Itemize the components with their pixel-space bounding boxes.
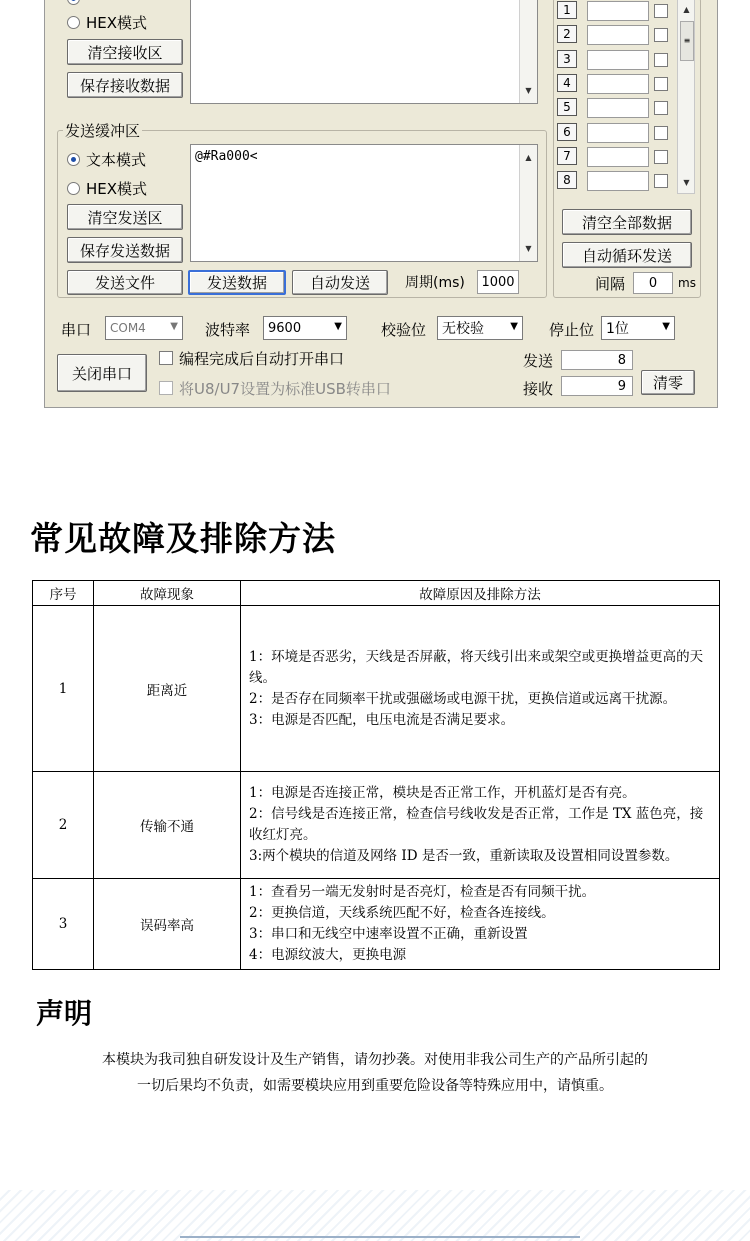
- statement-line: 一切后果均不负责，如需要模块应用到重要危险设备等特殊应用中，请慎重。: [137, 1078, 613, 1094]
- recv-hex-label: HEX模式: [86, 14, 148, 32]
- cause-line: 4：电源纹波大，更换电源: [249, 947, 407, 963]
- stop-value: 1位: [606, 321, 629, 337]
- scroll-down-icon[interactable]: ▼: [683, 178, 690, 187]
- multi-index-button[interactable]: 3: [557, 50, 577, 68]
- multi-index-button[interactable]: 2: [557, 25, 577, 43]
- recv-count-label: 接收: [523, 380, 554, 398]
- multi-index-button[interactable]: 1: [557, 1, 577, 19]
- chevron-down-icon: ▼: [662, 321, 670, 332]
- auto-loop-send-button[interactable]: 自动循环发送: [562, 242, 692, 268]
- send-buffer-label: 发送缓冲区: [65, 122, 141, 140]
- scroll-down-icon[interactable]: ▼: [525, 86, 532, 95]
- table-header-row: [33, 581, 720, 606]
- multi-string-input[interactable]: [587, 171, 649, 191]
- cause-line: 1：电源是否连接正常，模块是否正常工作，开机蓝灯是否有亮。: [249, 785, 636, 801]
- multi-string-input[interactable]: [587, 123, 649, 143]
- statement-line: 本模块为我司独自研发设计及生产销售，请勿抄袭。对使用非我公司生产的产品所引起的: [102, 1052, 648, 1068]
- recv-scrollbar[interactable]: [519, 0, 537, 103]
- stop-label: 停止位: [549, 321, 595, 339]
- serial-tool-window: [44, 0, 718, 408]
- radio-dot: [67, 0, 80, 5]
- multi-index-button[interactable]: 8: [557, 171, 577, 189]
- parity-label: 校验位: [381, 321, 427, 339]
- close-port-button[interactable]: 关闭串口: [57, 354, 147, 392]
- port-label: 串口: [61, 321, 92, 339]
- set-usb-checkbox[interactable]: [159, 381, 173, 395]
- multi-index-button[interactable]: 6: [557, 123, 577, 141]
- cause-line: 2：是否存在同频率干扰或强磁场或电源干扰，更换信道或远离干扰源。: [249, 690, 677, 707]
- row-cause: [241, 879, 720, 970]
- cause-line: 1：环境是否恶劣，天线是否屏蔽，将天线引出来或架空或更换增益更高的天线。: [249, 648, 704, 686]
- scroll-up-icon[interactable]: ▲: [683, 5, 690, 14]
- scroll-thumb[interactable]: ≡: [680, 21, 694, 61]
- decorative-footer: [0, 1190, 750, 1241]
- radio-dot: [67, 182, 80, 195]
- sent-count: 8: [561, 350, 633, 370]
- set-usb-label: 将U8/U7设置为标准USB转串口: [179, 380, 391, 398]
- port-value: COM4: [110, 321, 146, 335]
- row-no: 1: [33, 606, 94, 772]
- multi-scrollbar[interactable]: [677, 0, 695, 194]
- save-send-button[interactable]: 保存发送数据: [67, 237, 183, 263]
- row-symptom: 距离近: [94, 606, 241, 772]
- cause-line: 1：查看另一端无发射时是否亮灯，检查是否有同频干扰。: [249, 884, 596, 900]
- row-symptom: 传输不通: [94, 772, 241, 879]
- send-hex-label: HEX模式: [86, 180, 148, 198]
- chevron-down-icon: ▼: [510, 321, 518, 332]
- send-scrollbar[interactable]: [519, 145, 537, 261]
- statement-title: 声明: [36, 997, 93, 1030]
- multi-index-button[interactable]: 5: [557, 98, 577, 116]
- table-row: [33, 772, 720, 879]
- faults-table: [32, 580, 720, 970]
- auto-send-button[interactable]: 自动发送: [292, 270, 388, 295]
- send-text-label: 文本模式: [86, 151, 147, 169]
- auto-open-checkbox[interactable]: [159, 351, 173, 365]
- faults-title: 常见故障及排除方法: [30, 519, 336, 558]
- port-select[interactable]: [105, 316, 183, 340]
- chevron-down-icon: ▼: [334, 321, 342, 332]
- row-no: 3: [33, 879, 94, 970]
- auto-open-label: 编程完成后自动打开串口: [179, 350, 345, 368]
- multi-hex-checkbox[interactable]: [654, 28, 668, 42]
- cause-line: 3：电源是否匹配，电压电流是否满足要求。: [249, 711, 515, 728]
- send-data-button[interactable]: 发送数据: [188, 270, 286, 295]
- multi-hex-checkbox[interactable]: [654, 150, 668, 164]
- header-cause: 故障原因及排除方法: [241, 581, 720, 606]
- clear-send-button[interactable]: 清空发送区: [67, 204, 183, 230]
- save-recv-button[interactable]: 保存接收数据: [67, 72, 183, 98]
- interval-input[interactable]: 0: [633, 272, 673, 294]
- cause-line: 2：更换信道，天线系统匹配不好，检查各连接线。: [249, 905, 555, 921]
- reset-button[interactable]: 清零: [641, 370, 695, 395]
- sent-count-label: 发送: [523, 352, 554, 370]
- row-cause: [241, 606, 720, 772]
- cause-line: 3：串口和无线空中速率设置不正确，重新设置: [249, 926, 528, 942]
- multi-string-input[interactable]: [587, 98, 649, 118]
- multi-index-button[interactable]: 4: [557, 74, 577, 92]
- multi-string-input[interactable]: [587, 147, 649, 167]
- interval-unit: ms: [678, 276, 696, 290]
- parity-value: 无校验: [442, 321, 484, 337]
- table-row: [33, 606, 720, 772]
- scroll-up-icon[interactable]: ▲: [525, 153, 532, 162]
- radio-dot: [67, 16, 80, 29]
- row-symptom: 误码率高: [94, 879, 241, 970]
- interval-label: 间隔: [595, 275, 626, 293]
- table-row: [33, 879, 720, 970]
- baud-label: 波特率: [205, 321, 251, 339]
- send-file-button[interactable]: 发送文件: [67, 270, 183, 295]
- header-no: 序号: [33, 581, 94, 606]
- stop-select[interactable]: [601, 316, 675, 340]
- statement-body: [0, 1047, 750, 1099]
- multi-string-input[interactable]: [587, 74, 649, 94]
- baud-select[interactable]: [263, 316, 347, 340]
- multi-hex-checkbox[interactable]: [654, 101, 668, 115]
- baud-value: 9600: [268, 320, 302, 336]
- period-input[interactable]: 1000: [477, 270, 519, 294]
- recv-text-mode-radio[interactable]: [67, 0, 166, 5]
- multi-index-button[interactable]: 7: [557, 147, 577, 165]
- multi-hex-checkbox[interactable]: [654, 4, 668, 18]
- row-cause: [241, 772, 720, 879]
- recv-textarea[interactable]: [190, 0, 538, 104]
- multi-hex-checkbox[interactable]: [654, 53, 668, 67]
- period-label: 周期(ms): [405, 275, 465, 291]
- multi-string-input[interactable]: [587, 50, 649, 70]
- radio-dot: [67, 153, 80, 166]
- send-content: @#Ra000<: [195, 149, 258, 164]
- parity-select[interactable]: [437, 316, 523, 340]
- multi-string-input[interactable]: [587, 25, 649, 45]
- chevron-down-icon: ▼: [170, 321, 178, 332]
- row-no: 2: [33, 772, 94, 879]
- cause-line: 3:两个模块的信道及网络 ID 是否一致，重新读取及设置相同设置参数。: [249, 848, 679, 864]
- multi-hex-checkbox[interactable]: [654, 126, 668, 140]
- recv-hex-mode-radio[interactable]: [67, 12, 147, 33]
- multi-hex-checkbox[interactable]: [654, 77, 668, 91]
- clear-all-button[interactable]: 清空全部数据: [562, 209, 692, 235]
- send-hex-mode-radio[interactable]: [67, 178, 147, 199]
- recv-count: 9: [561, 376, 633, 396]
- scroll-down-icon[interactable]: ▼: [525, 244, 532, 253]
- send-textarea[interactable]: [190, 144, 538, 262]
- send-text-mode-radio[interactable]: [67, 149, 146, 170]
- clear-recv-button[interactable]: 清空接收区: [67, 39, 183, 65]
- footer-divider: [180, 1236, 580, 1238]
- header-symptom: 故障现象: [94, 581, 241, 606]
- cause-line: 2：信号线是否连接正常，检查信号线收发是否正常，工作是 TX 蓝色亮，接收红灯亮。: [249, 806, 704, 843]
- multi-string-input[interactable]: [587, 1, 649, 21]
- multi-hex-checkbox[interactable]: [654, 174, 668, 188]
